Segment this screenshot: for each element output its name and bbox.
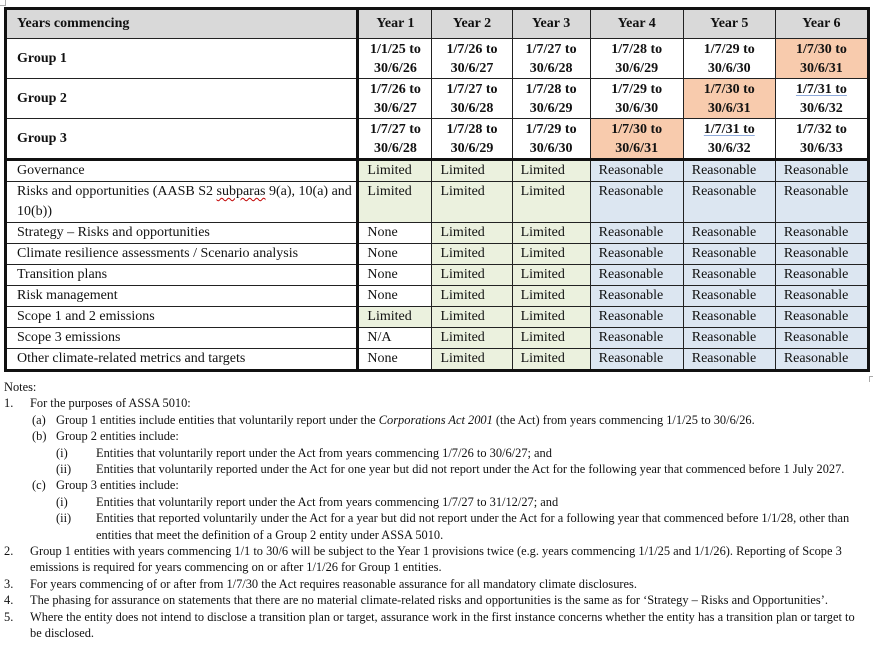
assurance-cell: None (358, 223, 432, 244)
assurance-cell: Reasonable (775, 307, 868, 328)
assurance-cell: Reasonable (775, 328, 868, 349)
date-cell: 1/7/27 to 30/6/28 (358, 119, 432, 160)
note-3: 3. For years commencing of or after from 1/7/30 the Act requires reasonable assurance for all mandatory climate disclosures. (4, 576, 637, 591)
note-1a: (a) Group 1 entities include entities that voluntarily report under the Corporations Act 2001 (the Act) from years commencing 1/1/25 to 30/6/26. (32, 412, 755, 427)
assurance-cell: Limited (358, 182, 432, 223)
note-1: 1. For the purposes of ASSA 5010: (a) Group 1 entities include entities that voluntarily report under the Corporations Act 2001 (the Act) from years commencing 1/1/25 to 30/6/26. (b) Group 2 entities include: (i) Entities that voluntarily report under the Act from years commencing 1/7/26 to 30/6/27; and (ii) Entities that voluntarily reported under the Act for one year but did not report under the Act for the following year that commenced before 1 July 2027. (c) Group 3 entities include: (i) Entities that voluntarily report under the Act from years commencing 1/7/27 to 31/12/27; and (ii) Entities that reported voluntarily under the Act for a year but did not report under the Act for a following year that commenced before 1/1/28, other than entities that meet the definition of a Group 2 entity under ASSA 5010. (4, 395, 864, 543)
disclosure-label: Climate resilience assessments / Scenario analysis (6, 244, 358, 265)
assurance-cell: Reasonable (683, 244, 775, 265)
assurance-cell: Limited (432, 265, 512, 286)
header-year-3: Year 3 (512, 9, 590, 39)
assurance-cell: Limited (512, 160, 590, 182)
assurance-cell: Limited (512, 349, 590, 371)
assurance-cell: Reasonable (590, 244, 683, 265)
assurance-cell: Limited (432, 349, 512, 371)
group-label: Group 2 (6, 79, 358, 119)
date-cell: 1/7/29 to 30/6/30 (683, 39, 775, 79)
disclosure-label: Strategy – Risks and opportunities (6, 223, 358, 244)
assurance-cell: None (358, 349, 432, 371)
assurance-cell: Limited (512, 328, 590, 349)
notes-section (4, 379, 864, 642)
header-years-commencing: Years commencing (6, 9, 358, 39)
note-2: 2. Group 1 entities with years commencing 1/1 to 30/6 will be subject to the Year 1 provisions twice (e.g. years commencing 1/1/25 and 1/1/26). Reporting of Scope 3 emissions is required for years commencing on or after 1/1/26 for Group 1 entities. (4, 544, 842, 575)
disclosure-row (6, 265, 869, 286)
assurance-cell: Reasonable (775, 244, 868, 265)
assurance-cell: Limited (432, 286, 512, 307)
assurance-cell: Reasonable (775, 286, 868, 307)
note-4: 4. The phasing for assurance on statements that there are no material climate-related risks and opportunities is the same as for ‘Strategy – Risks and Opportunities’. (4, 593, 828, 608)
assurance-cell: Limited (432, 182, 512, 223)
date-cell: 1/1/25 to 30/6/26 (358, 39, 432, 79)
assurance-cell: Limited (432, 244, 512, 265)
assurance-phasing-table (4, 7, 870, 372)
group-row (6, 79, 869, 119)
header-year-5: Year 5 (683, 9, 775, 39)
notes-title: Notes: (4, 380, 37, 394)
date-cell-highlighted: 1/7/30 to 30/6/31 (683, 79, 775, 119)
assurance-cell: Reasonable (590, 286, 683, 307)
date-cell: 1/7/29 to 30/6/30 (512, 119, 590, 160)
disclosure-label: Governance (6, 160, 358, 182)
date-cell: 1/7/29 to 30/6/30 (590, 79, 683, 119)
assurance-cell: Reasonable (775, 223, 868, 244)
assurance-cell: N/A (358, 328, 432, 349)
assurance-cell: Reasonable (683, 160, 775, 182)
disclosure-row (6, 244, 869, 265)
assurance-cell: Reasonable (683, 307, 775, 328)
group-row (6, 39, 869, 79)
assurance-cell: Reasonable (775, 160, 868, 182)
date-cell: 1/7/28 to 30/6/29 (432, 119, 512, 160)
date-cell: 1/7/28 to 30/6/29 (512, 79, 590, 119)
text-boundary-mark (869, 376, 873, 382)
date-cell: 1/7/32 to 30/6/33 (775, 119, 868, 160)
note-1c-i: (i) Entities that voluntarily report under the Act from years commencing 1/7/27 to 31/12/27; and (56, 494, 559, 509)
group-row (6, 119, 869, 160)
assurance-cell: Limited (512, 286, 590, 307)
disclosure-label: Transition plans (6, 265, 358, 286)
date-cell: 1/7/28 to 30/6/29 (590, 39, 683, 79)
disclosure-row (6, 286, 869, 307)
assurance-cell: Reasonable (683, 265, 775, 286)
assurance-cell: Limited (512, 182, 590, 223)
assurance-cell: Limited (432, 307, 512, 328)
header-year-1: Year 1 (358, 9, 432, 39)
assurance-cell: Limited (512, 244, 590, 265)
note-1b-i: (i) Entities that voluntarily report under the Act from years commencing 1/7/26 to 30/6/27; and (56, 445, 552, 460)
assurance-cell: Reasonable (590, 307, 683, 328)
note-1c-ii: (ii) Entities that reported voluntarily under the Act for a year but did not report under the Act for a following year that commenced before 1/1/28, other than entities that meet the definition of a Group 2 entity under ASSA 5010. (56, 511, 850, 542)
assurance-cell: Reasonable (683, 223, 775, 244)
header-row (6, 9, 869, 39)
disclosure-row (6, 182, 869, 223)
assurance-cell: Reasonable (683, 349, 775, 371)
assurance-cell: Reasonable (683, 182, 775, 223)
date-cell: 1/7/26 to 30/6/27 (358, 79, 432, 119)
header-year-2: Year 2 (432, 9, 512, 39)
date-cell: 1/7/27 to 30/6/28 (512, 39, 590, 79)
disclosure-label: Other climate-related metrics and targets (6, 349, 358, 371)
assurance-cell: None (358, 244, 432, 265)
disclosure-row (6, 160, 869, 182)
header-year-6: Year 6 (775, 9, 868, 39)
assurance-cell: Reasonable (775, 349, 868, 371)
header-year-4: Year 4 (590, 9, 683, 39)
note-1c: (c) Group 3 entities include: (i) Entities that voluntarily report under the Act from years commencing 1/7/27 to 31/12/27; and (ii) Entities that reported voluntarily under the Act for a year but did not report under the Act for a following year that commenced before 1/1/28, other than entities that meet the definition of a Group 2 entity under ASSA 5010. (32, 477, 864, 543)
disclosure-label: Risk management (6, 286, 358, 307)
date-cell-highlighted: 1/7/30 to 30/6/31 (775, 39, 868, 79)
assurance-cell: None (358, 286, 432, 307)
date-cell: 1/7/26 to 30/6/27 (432, 39, 512, 79)
disclosure-label: Risks and opportunities (AASB S2 subparas 9(a), 10(a) and 10(b)) (6, 182, 358, 223)
spellcheck-underline: subparas (216, 184, 266, 199)
assurance-cell: Reasonable (775, 182, 868, 223)
assurance-cell: Reasonable (590, 349, 683, 371)
group-label: Group 1 (6, 39, 358, 79)
disclosure-label: Scope 1 and 2 emissions (6, 307, 358, 328)
assurance-cell: Reasonable (775, 265, 868, 286)
disclosure-row (6, 328, 869, 349)
date-cell-highlighted: 1/7/30 to 30/6/31 (590, 119, 683, 160)
disclosure-row (6, 307, 869, 328)
disclosure-row (6, 223, 869, 244)
assurance-cell: Reasonable (590, 223, 683, 244)
assurance-cell: Reasonable (590, 182, 683, 223)
note-5: 5. Where the entity does not intend to disclose a transition plan or target, assurance work in the first instance concerns whether the entity has a transition plan or target to be disclosed. (4, 609, 855, 641)
disclosure-label: Scope 3 emissions (6, 328, 358, 349)
assurance-cell: Reasonable (590, 160, 683, 182)
date-cell: 1/7/27 to 30/6/28 (432, 79, 512, 119)
date-cell: 1/7/31 to 30/6/32 (683, 119, 775, 160)
assurance-cell: Limited (358, 160, 432, 182)
note-1b: (b) Group 2 entities include: (i) Entities that voluntarily report under the Act from years commencing 1/7/26 to 30/6/27; and (ii) Entities that voluntarily reported under the Act for one year but did not report under the Act for the following year that commenced before 1 July 2027. (32, 428, 864, 477)
assurance-cell: Limited (512, 265, 590, 286)
date-cell: 1/7/31 to 30/6/32 (775, 79, 868, 119)
assurance-cell: Reasonable (683, 286, 775, 307)
assurance-cell: Limited (432, 160, 512, 182)
assurance-cell: Limited (512, 307, 590, 328)
assurance-cell: Reasonable (590, 328, 683, 349)
disclosure-row (6, 349, 869, 371)
assurance-cell: Limited (512, 223, 590, 244)
text-boundary-mark (0, 0, 6, 6)
assurance-cell: Reasonable (683, 328, 775, 349)
note-1b-ii: (ii) Entities that voluntarily reported under the Act for one year but did not report under the Act for the following year that commenced before 1 July 2027. (56, 462, 845, 477)
group-label: Group 3 (6, 119, 358, 160)
assurance-cell: None (358, 265, 432, 286)
assurance-cell: Limited (432, 328, 512, 349)
assurance-cell: Reasonable (590, 265, 683, 286)
assurance-cell: Limited (358, 307, 432, 328)
assurance-cell: Limited (432, 223, 512, 244)
